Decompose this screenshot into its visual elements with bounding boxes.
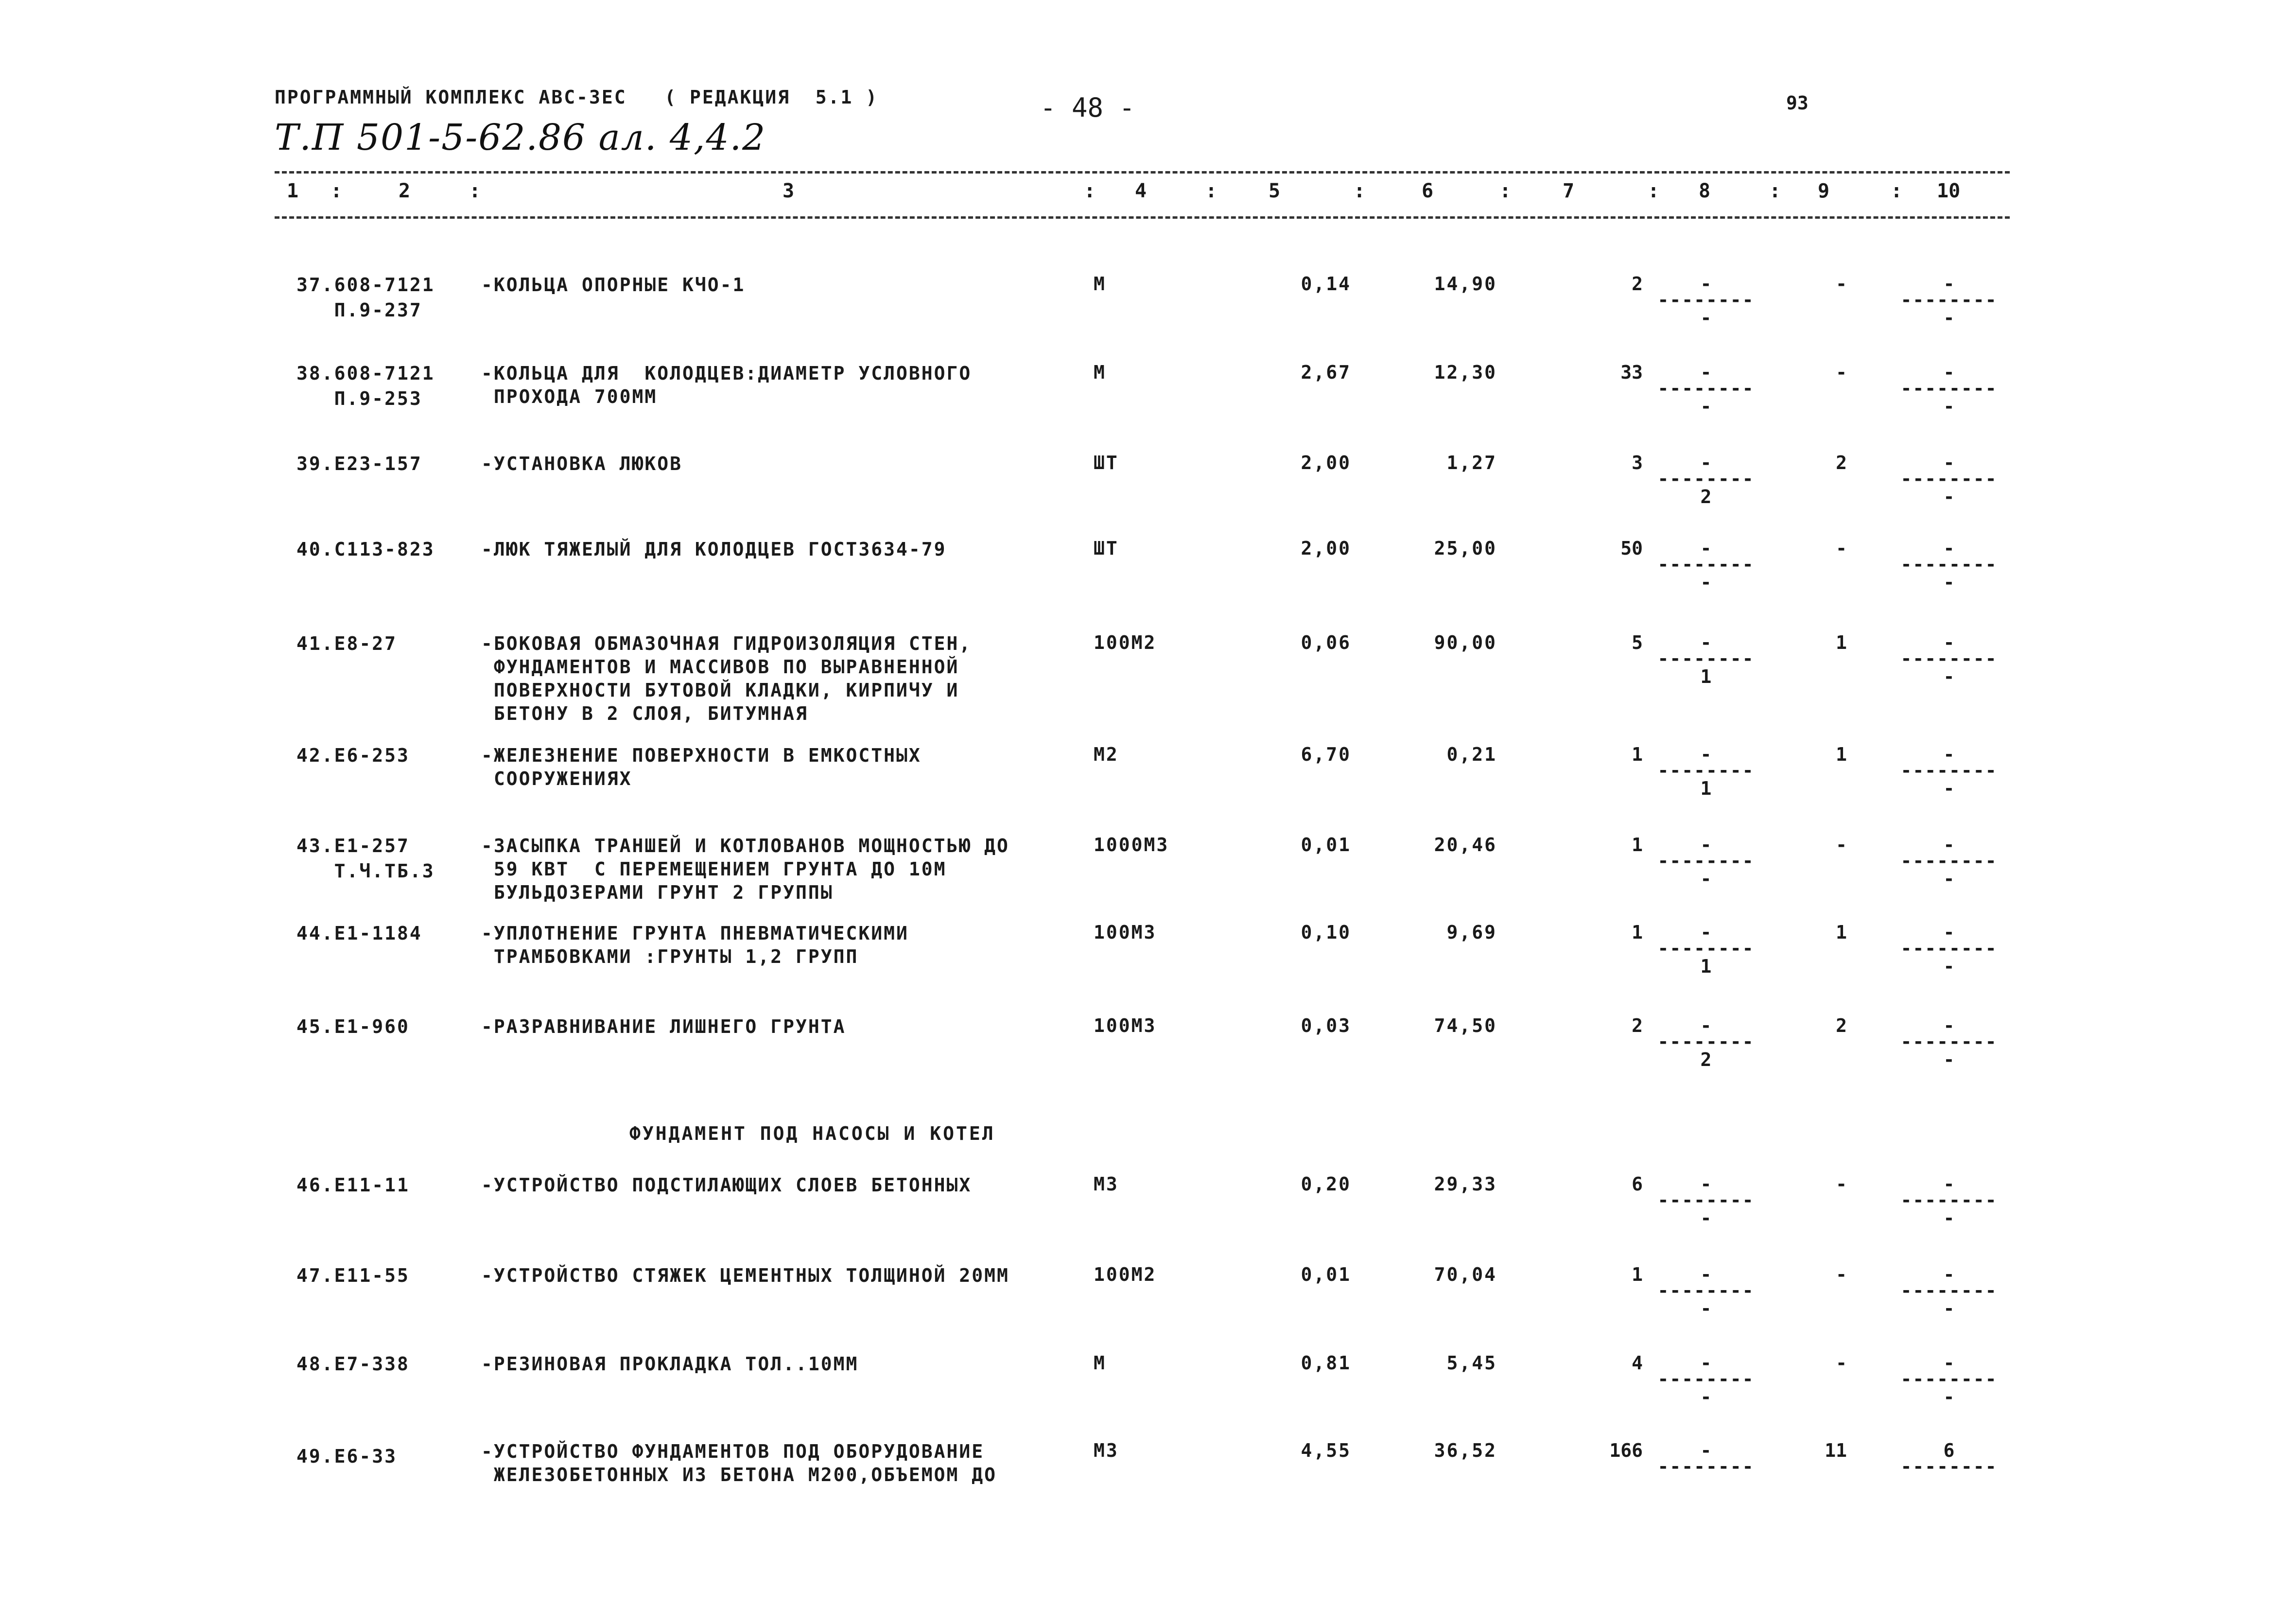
col-sep: :: [1648, 180, 1660, 202]
row-qty: 2,67: [1301, 362, 1351, 383]
row-col7: 3: [1632, 452, 1643, 473]
sheet-number: 93: [1786, 92, 1809, 114]
row-col10-fraction: [1891, 1352, 2007, 1408]
col-sep: :: [1205, 180, 1218, 202]
fraction-den: 2: [1700, 1049, 1712, 1070]
fraction-bar: --------: [1900, 1368, 1998, 1390]
fraction-num: -: [1700, 1440, 1712, 1461]
row-col7: 1: [1632, 1264, 1643, 1285]
row-name: -РЕЗИНОВАЯ ПРОКЛАДКА ТОЛ..10ММ: [481, 1353, 859, 1375]
col-header-10: 10: [1937, 180, 1961, 202]
row-price: 20,46: [1434, 834, 1497, 856]
fraction-num: -: [1943, 1352, 1955, 1374]
row-code: 44.Е1-1184: [296, 923, 422, 944]
fraction-den: -: [1943, 1049, 1955, 1070]
row-col9: -: [1836, 538, 1847, 559]
fraction-bar: --------: [1657, 378, 1755, 399]
row-col8-fraction: [1648, 538, 1764, 593]
row-price: 29,33: [1434, 1173, 1497, 1195]
row-name: -УСТАНОВКА ЛЮКОВ: [481, 453, 683, 474]
row-col10-fraction: [1891, 362, 2007, 417]
header-rule-top: [275, 171, 2010, 174]
fraction-bar: --------: [1900, 1280, 1998, 1301]
fraction-den: -: [1943, 307, 1955, 329]
fraction-num: -: [1700, 834, 1712, 856]
row-col8-fraction: [1648, 632, 1764, 687]
row-name: -ЗАСЫПКА ТРАНШЕЙ И КОТЛОВАНОВ МОЩНОСТЬЮ ДО 59 КВТ С ПЕРЕМЕЩЕНИЕМ ГРУНТА ДО 10М БУЛЬДОЗЕРАМИ ГРУНТ 2 ГРУППЫ: [481, 835, 1009, 903]
fraction-num: -: [1700, 1173, 1712, 1195]
row-name: -ЖЕЛЕЗНЕНИЕ ПОВЕРХНОСТИ В ЕМКОСТНЫХ СООРУЖЕНИЯХ: [481, 745, 922, 789]
row-col7: 166: [1609, 1440, 1643, 1461]
row-unit: М: [1094, 273, 1106, 295]
fraction-num: -: [1700, 452, 1712, 473]
row-price: 0,21: [1446, 744, 1497, 765]
row-code: 47.Е11-55: [296, 1265, 410, 1286]
row-col8-fraction: [1648, 1173, 1764, 1229]
row-col8-fraction: [1648, 362, 1764, 417]
col-sep: :: [1354, 180, 1366, 202]
fraction-num: -: [1700, 538, 1712, 559]
fraction-num: -: [1943, 538, 1955, 559]
col-header-6: 6: [1422, 180, 1434, 202]
row-unit: М2: [1094, 744, 1119, 765]
row-code: 40.С113-823: [296, 539, 435, 560]
col-header-2: 2: [399, 180, 411, 202]
row-col9: -: [1836, 834, 1847, 856]
row-qty: 0,10: [1301, 922, 1351, 943]
fraction-den: -: [1943, 396, 1955, 417]
row-unit: ШТ: [1094, 452, 1119, 473]
row-code: 41.Е8-27: [296, 633, 398, 654]
row-price: 14,90: [1434, 273, 1497, 295]
fraction-num: -: [1943, 632, 1955, 653]
fraction-bar: --------: [1900, 1456, 1998, 1477]
row-qty: 0,14: [1301, 273, 1351, 295]
row-col7: 33: [1620, 362, 1643, 383]
row-name: -КОЛЬЦА ДЛЯ КОЛОДЦЕВ:ДИАМЕТР УСЛОВНОГО ПРОХОДА 700ММ: [481, 363, 972, 407]
handwritten-note: Т.П 501-5-62.86 ал. 4,4.2: [275, 117, 766, 158]
row-code: 43.Е1-257 Т.Ч.ТБ.3: [296, 835, 435, 882]
fraction-bar: --------: [1900, 648, 1998, 669]
row-price: 90,00: [1434, 632, 1497, 653]
fraction-bar: --------: [1900, 468, 1998, 489]
row-qty: 0,01: [1301, 834, 1351, 856]
row-col8-fraction: [1648, 834, 1764, 890]
fraction-den: -: [1943, 486, 1955, 507]
row-col9: 2: [1836, 452, 1847, 473]
row-price: 25,00: [1434, 538, 1497, 559]
row-qty: 0,81: [1301, 1352, 1351, 1374]
fraction-den: -: [1943, 1386, 1955, 1408]
row-col9: 11: [1825, 1440, 1847, 1461]
row-col7: 5: [1632, 632, 1643, 653]
row-col7: 50: [1620, 538, 1643, 559]
fraction-bar: --------: [1657, 1456, 1755, 1477]
row-col9: -: [1836, 273, 1847, 295]
col-sep: :: [469, 180, 481, 202]
header-rule-bottom: [275, 216, 2010, 219]
fraction-den: -: [1943, 956, 1955, 977]
row-name: -УПЛОТНЕНИЕ ГРУНТА ПНЕВМАТИЧЕСКИМИ ТРАМБОВКАМИ :ГРУНТЫ 1,2 ГРУПП: [481, 923, 909, 967]
row-col10-fraction: [1891, 834, 2007, 890]
fraction-bar: --------: [1900, 938, 1998, 959]
row-name: -РАЗРАВНИВАНИЕ ЛИШНЕГО ГРУНТА: [481, 1016, 846, 1037]
row-name: -УСТРОЙСТВО СТЯЖЕК ЦЕМЕНТНЫХ ТОЛЩИНОЙ 20ММ: [481, 1265, 1009, 1286]
fraction-num: -: [1700, 1352, 1712, 1374]
fraction-num: -: [1943, 922, 1955, 943]
fraction-num: -: [1943, 1264, 1955, 1285]
page-number: - 48 -: [1040, 92, 1135, 123]
row-qty: 4,55: [1301, 1440, 1351, 1461]
row-col9: 1: [1836, 632, 1847, 653]
row-name: -УСТРОЙСТВО ПОДСТИЛАЮЩИХ СЛОЕВ БЕТОННЫХ: [481, 1174, 972, 1196]
fraction-bar: --------: [1657, 760, 1755, 781]
row-price: 74,50: [1434, 1015, 1497, 1036]
row-unit: 100М2: [1094, 632, 1157, 653]
fraction-den: -: [1943, 778, 1955, 799]
row-col8-fraction: [1648, 452, 1764, 507]
row-col8-fraction: [1648, 744, 1764, 799]
fraction-den: 2: [1700, 486, 1712, 507]
row-name: -ЛЮК ТЯЖЕЛЫЙ ДЛЯ КОЛОДЦЕВ ГОСТ3634-79: [481, 539, 947, 560]
fraction-num: -: [1700, 273, 1712, 295]
row-qty: 0,03: [1301, 1015, 1351, 1036]
fraction-bar: --------: [1900, 760, 1998, 781]
col-header-1: 1: [287, 180, 299, 202]
row-col10-fraction: [1891, 273, 2007, 329]
row-col7: 4: [1632, 1352, 1643, 1374]
fraction-bar: --------: [1657, 1031, 1755, 1052]
row-col8-fraction: [1648, 273, 1764, 329]
row-col9: -: [1836, 1352, 1847, 1374]
row-unit: 100М2: [1094, 1264, 1157, 1285]
row-col10-fraction: [1891, 1264, 2007, 1319]
row-code: 45.Е1-960: [296, 1016, 410, 1037]
row-unit: М: [1094, 362, 1106, 383]
fraction-bar: --------: [1900, 378, 1998, 399]
fraction-num: -: [1943, 1015, 1955, 1036]
fraction-bar: --------: [1900, 1031, 1998, 1052]
row-code: 38.608-7121 П.9-253: [296, 363, 435, 409]
fraction-bar: --------: [1657, 1368, 1755, 1390]
fraction-bar: --------: [1657, 554, 1755, 575]
row-col8-fraction: [1648, 922, 1764, 977]
fraction-bar: --------: [1657, 1189, 1755, 1211]
fraction-num: -: [1943, 1173, 1955, 1195]
fraction-den: -: [1943, 572, 1955, 593]
fraction-den: -: [1700, 572, 1712, 593]
row-price: 1,27: [1446, 452, 1497, 473]
row-col8-fraction: [1648, 1264, 1764, 1319]
row-col7: 2: [1632, 273, 1643, 295]
fraction-den: -: [1700, 1298, 1712, 1319]
fraction-bar: --------: [1657, 1280, 1755, 1301]
row-name: -КОЛЬЦА ОПОРНЫЕ КЧО-1: [481, 274, 746, 296]
row-price: 5,45: [1446, 1352, 1497, 1374]
fraction-bar: --------: [1900, 289, 1998, 311]
fraction-den: -: [1700, 1207, 1712, 1229]
fraction-den: -: [1700, 396, 1712, 417]
fraction-bar: --------: [1657, 850, 1755, 872]
row-code: 49.Е6-33: [296, 1446, 398, 1467]
row-col7: 6: [1632, 1173, 1643, 1195]
fraction-num: -: [1943, 744, 1955, 765]
col-sep: :: [1891, 180, 1903, 202]
row-col7: 1: [1632, 834, 1643, 856]
row-qty: 0,01: [1301, 1264, 1351, 1285]
row-unit: 100М3: [1094, 1015, 1157, 1036]
col-header-5: 5: [1269, 180, 1281, 202]
fraction-den: -: [1943, 868, 1955, 890]
fraction-num: -: [1700, 1264, 1712, 1285]
col-sep: :: [1769, 180, 1781, 202]
row-unit: М3: [1094, 1440, 1119, 1461]
row-col10-fraction: [1891, 632, 2007, 687]
row-col7: 1: [1632, 922, 1643, 943]
row-code: 46.Е11-11: [296, 1174, 410, 1196]
fraction-den: -: [1700, 868, 1712, 890]
row-col10-fraction: [1891, 1015, 2007, 1070]
row-price: 70,04: [1434, 1264, 1497, 1285]
row-col10-fraction: [1891, 922, 2007, 977]
col-header-9: 9: [1818, 180, 1830, 202]
fraction-num: -: [1700, 744, 1712, 765]
fraction-den: -: [1943, 1298, 1955, 1319]
row-col9: 2: [1836, 1015, 1847, 1036]
col-header-4: 4: [1135, 180, 1147, 202]
fraction-num: -: [1943, 273, 1955, 295]
fraction-den: 1: [1700, 956, 1712, 977]
fraction-num: -: [1943, 362, 1955, 383]
fraction-num: -: [1700, 632, 1712, 653]
row-col10-fraction: [1891, 452, 2007, 507]
fraction-den: -: [1700, 307, 1712, 329]
row-col10-fraction: [1891, 538, 2007, 593]
row-col7: 1: [1632, 744, 1643, 765]
row-price: 36,52: [1434, 1440, 1497, 1461]
col-sep: :: [330, 180, 343, 202]
row-name: -УСТРОЙСТВО ФУНДАМЕНТОВ ПОД ОБОРУДОВАНИЕ ЖЕЛЕЗОБЕТОННЫХ ИЗ БЕТОНА М200,ОБЪЕМОМ ДО: [481, 1441, 997, 1485]
col-header-7: 7: [1563, 180, 1575, 202]
row-col9: -: [1836, 1173, 1847, 1195]
row-qty: 0,06: [1301, 632, 1351, 653]
row-unit: М: [1094, 1352, 1106, 1374]
col-sep: :: [1084, 180, 1096, 202]
fraction-den: -: [1700, 1386, 1712, 1408]
fraction-bar: --------: [1900, 1189, 1998, 1211]
row-col8-fraction: [1648, 1440, 1764, 1495]
fraction-num: 6: [1943, 1440, 1955, 1461]
row-qty: 2,00: [1301, 452, 1351, 473]
row-unit: ШТ: [1094, 538, 1119, 559]
fraction-bar: --------: [1900, 554, 1998, 575]
row-code: 39.Е23-157: [296, 453, 422, 474]
fraction-bar: --------: [1657, 289, 1755, 311]
fraction-bar: --------: [1657, 468, 1755, 489]
row-col10-fraction: [1891, 1173, 2007, 1229]
row-unit: М3: [1094, 1173, 1119, 1195]
row-col8-fraction: [1648, 1015, 1764, 1070]
col-header-8: 8: [1699, 180, 1711, 202]
row-unit: 1000М3: [1094, 834, 1169, 856]
fraction-den: 1: [1700, 666, 1712, 687]
row-qty: 6,70: [1301, 744, 1351, 765]
row-col10-fraction: [1891, 744, 2007, 799]
fraction-num: -: [1700, 922, 1712, 943]
fraction-num: -: [1943, 834, 1955, 856]
row-price: 12,30: [1434, 362, 1497, 383]
program-title: ПРОГРАММНЫЙ КОМПЛЕКС АВС-ЗЕС ( РЕДАКЦИЯ 5.1 ): [275, 87, 879, 108]
row-code: 48.Е7-338: [296, 1353, 410, 1375]
row-qty: 2,00: [1301, 538, 1351, 559]
row-code: 42.Е6-253: [296, 745, 410, 766]
row-price: 9,69: [1446, 922, 1497, 943]
fraction-bar: --------: [1900, 850, 1998, 872]
row-unit: 100М3: [1094, 922, 1157, 943]
fraction-den: -: [1943, 1207, 1955, 1229]
fraction-den: 1: [1700, 778, 1712, 799]
col-sep: :: [1499, 180, 1512, 202]
section-title: ФУНДАМЕНТ ПОД НАСОСЫ И КОТЕЛ: [629, 1123, 995, 1144]
fraction-bar: --------: [1657, 938, 1755, 959]
row-code: 37.608-7121 П.9-237: [296, 274, 435, 321]
row-col10-fraction: [1891, 1440, 2007, 1495]
fraction-num: -: [1700, 362, 1712, 383]
row-col9: -: [1836, 1264, 1847, 1285]
col-header-3: 3: [783, 180, 795, 202]
row-col9: 1: [1836, 744, 1847, 765]
row-qty: 0,20: [1301, 1173, 1351, 1195]
fraction-num: -: [1943, 452, 1955, 473]
row-name: -БОКОВАЯ ОБМАЗОЧНАЯ ГИДРОИЗОЛЯЦИЯ СТЕН, ФУНДАМЕНТОВ И МАССИВОВ ПО ВЫРАВНЕННОЙ ПОВЕРХНОСТИ БУТОВОЙ КЛАДКИ, КИРПИЧУ И БЕТОНУ В 2 СЛОЯ, БИТУМНАЯ: [481, 633, 972, 724]
fraction-den: -: [1943, 666, 1955, 687]
row-col7: 2: [1632, 1015, 1643, 1036]
fraction-bar: --------: [1657, 648, 1755, 669]
row-col8-fraction: [1648, 1352, 1764, 1408]
row-col9: -: [1836, 362, 1847, 383]
row-col9: 1: [1836, 922, 1847, 943]
fraction-num: -: [1700, 1015, 1712, 1036]
